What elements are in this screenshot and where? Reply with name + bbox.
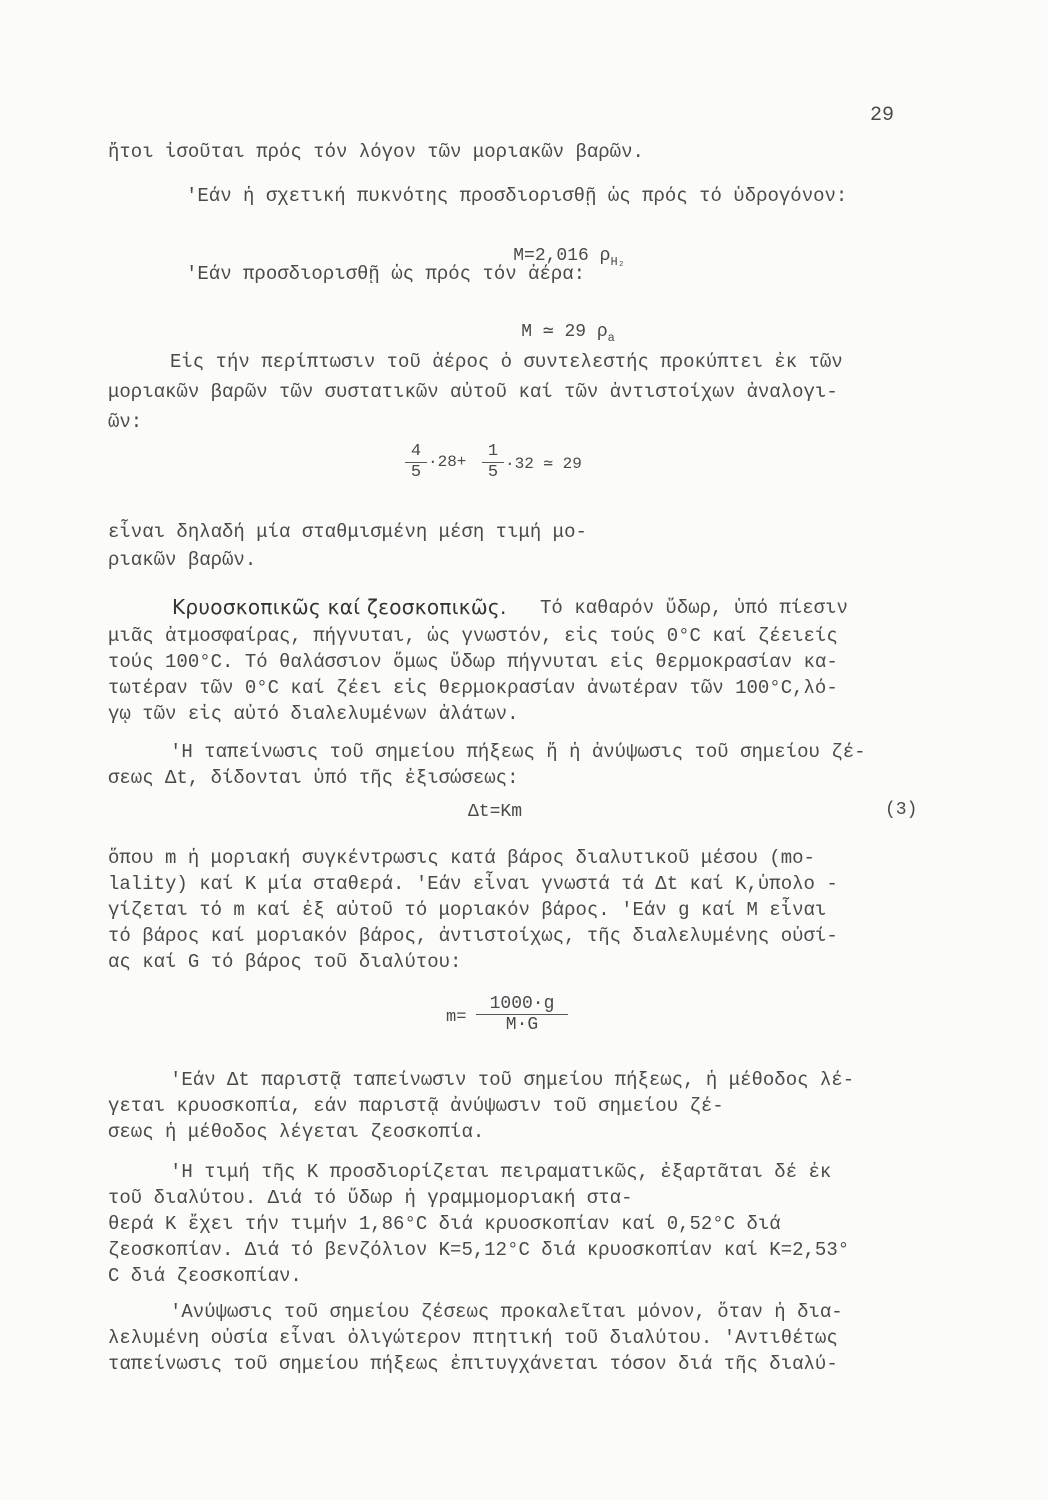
text-line: ταπείνωσις τοῦ σημείου πήξεως ἐπιτυγχάνεται τόσον διά τῆς διαλύ- bbox=[108, 1353, 838, 1375]
text-line: 'Εάν ἡ σχετική πυκνότης προσδιορισθῇ ὡς πρός τό ὑδρογόνον: bbox=[186, 185, 848, 207]
text-line: ῶν: bbox=[108, 411, 143, 433]
eq-text: M=2,016 ρ bbox=[513, 246, 611, 266]
text-line: μοριακῶν βαρῶν τῶν συστατικῶν αὐτοῦ καί τῶν ἀντιστοίχων ἀναλογι- bbox=[108, 381, 838, 403]
equation-number: (3) bbox=[885, 800, 918, 820]
text-line: C διά ζεοσκοπίαν. bbox=[108, 1265, 302, 1287]
text-line: γεται κρυοσκοπία, εάν παριστᾷ ἀνύψωσιν τοῦ σημείου ζέ- bbox=[108, 1095, 724, 1117]
eq-text: M ≃ 29 ρ bbox=[521, 322, 608, 342]
fraction bbox=[405, 442, 427, 483]
eq-subscript: H₂ bbox=[610, 255, 625, 269]
numerator: 1 bbox=[482, 442, 504, 463]
text-line: σεως Δt, δίδονται ὑπό τῆς ἐξισώσεως: bbox=[108, 767, 519, 789]
denominator: M·G bbox=[505, 1015, 539, 1035]
text-line: 'Εάν Δt παριστᾷ ταπείνωσιν τοῦ σημείου πήξεως, ἡ μέθοδος λέ- bbox=[170, 1069, 855, 1091]
text-line: ζεοσκοπίαν. Διά τό βενζόλιον K=5,12°C διά κρυοσκοπίαν καί K=2,53° bbox=[108, 1239, 850, 1261]
text-line: ριακῶν βαρῶν. bbox=[108, 549, 257, 571]
text-line: ἤτοι ἰσοῦται πρός τόν λόγον τῶν μοριακῶν βαρῶν. bbox=[108, 141, 644, 163]
fraction bbox=[482, 442, 504, 483]
text-line: Τό καθαρόν ὕδωρ, ὑπό πίεσιν bbox=[540, 597, 848, 619]
text-line: λελυμένη οὐσία εἶναι ὀλιγώτερον πτητική τοῦ διαλύτου. 'Αντιθέτως bbox=[108, 1327, 838, 1349]
text-line: τό βάρος καί μοριακόν βάρος, ἀντιστοίχως, τῆς διαλελυμένης οὐσί- bbox=[108, 925, 838, 947]
eq-text: ·32 ≃ 29 bbox=[505, 455, 582, 473]
text-line: Εἰς τήν περίπτωσιν τοῦ ἀέρος ὁ συντελεστής προκύπτει ἐκ τῶν bbox=[170, 351, 843, 373]
numerator: 1000·g bbox=[476, 994, 568, 1015]
text-line: εἶναι δηλαδή μία σταθμισμένη μέση τιμή μο- bbox=[108, 521, 587, 543]
text-line: ὅπου m ἡ μοριακή συγκέντρωσις κατά βάρος διαλυτικοῦ μέσου (mo- bbox=[108, 847, 815, 869]
text-line: γῳ τῶν εἰς αὐτό διαλελυμένων ἀλάτων. bbox=[108, 703, 519, 725]
eq-text: ·28+ bbox=[428, 453, 467, 471]
text-line: 'Η τιμή τῆς K προσδιορίζεται πειραματικῶς, ἐξαρτᾶται δέ ἐκ bbox=[170, 1161, 832, 1183]
denominator: 5 bbox=[410, 463, 422, 482]
section-heading: Κρυοσκοπικῶς καί ζεοσκοπικῶς. bbox=[172, 595, 507, 619]
text-line: θερά K ἔχει τήν τιμήν 1,86°C διά κρυοσκοπίαν καί 0,52°C διά bbox=[108, 1213, 781, 1235]
denominator: 5 bbox=[487, 463, 499, 482]
page-number: 29 bbox=[870, 104, 895, 127]
text-line: τούς 100°C. Τό θαλάσσιον ὅμως ὕδωρ πήγνυται εἰς θερμοκρασίαν κα- bbox=[108, 651, 838, 673]
text-line: 'Ανύψωσις τοῦ σημείου ζέσεως προκαλεῖται μόνον, ὅταν ἡ δια- bbox=[170, 1301, 843, 1323]
text-line: μιᾶς ἀτμοσφαίρας, πήγνυται, ὡς γνωστόν, εἰς τούς 0°C καί ζέειείς bbox=[108, 625, 838, 647]
text-line: ας καί G τό βάρος τοῦ διαλύτου: bbox=[108, 951, 462, 973]
text-line: σεως ἡ μέθοδος λέγεται ζεοσκοπία. bbox=[108, 1121, 485, 1143]
eq-text: m= bbox=[446, 1008, 467, 1027]
numerator: 4 bbox=[405, 442, 427, 463]
text-line: lality) καί K μία σταθερά. 'Εάν εἶναι γνωστά τά Δt καί K,ὑπολο - bbox=[108, 873, 838, 895]
eq-subscript: a bbox=[607, 331, 615, 345]
text-line: γίζεται τό m καί ἐξ αὐτοῦ τό μοριακόν βάρος. 'Εάν g καί M εἶναι bbox=[108, 899, 827, 921]
text-line: 'Εάν προσδιορισθῇ ὡς πρός τόν ἀέρα: bbox=[186, 263, 586, 285]
fraction bbox=[476, 994, 568, 1035]
text-line: τωτέραν τῶν 0°C καί ζέει εἰς θερμοκρασίαν ἀνωτέραν τῶν 100°C,λό- bbox=[108, 677, 838, 699]
equation-delta-t: Δt=Km bbox=[468, 802, 523, 822]
text-line: 'Η ταπείνωσις τοῦ σημείου πήξεως ἤ ἡ ἀνύψωσις τοῦ σημείου ζέ- bbox=[170, 741, 866, 763]
text-line: τοῦ διαλύτου. Διά τό ὕδωρ ἡ γραμμομοριακή στα- bbox=[108, 1187, 633, 1209]
